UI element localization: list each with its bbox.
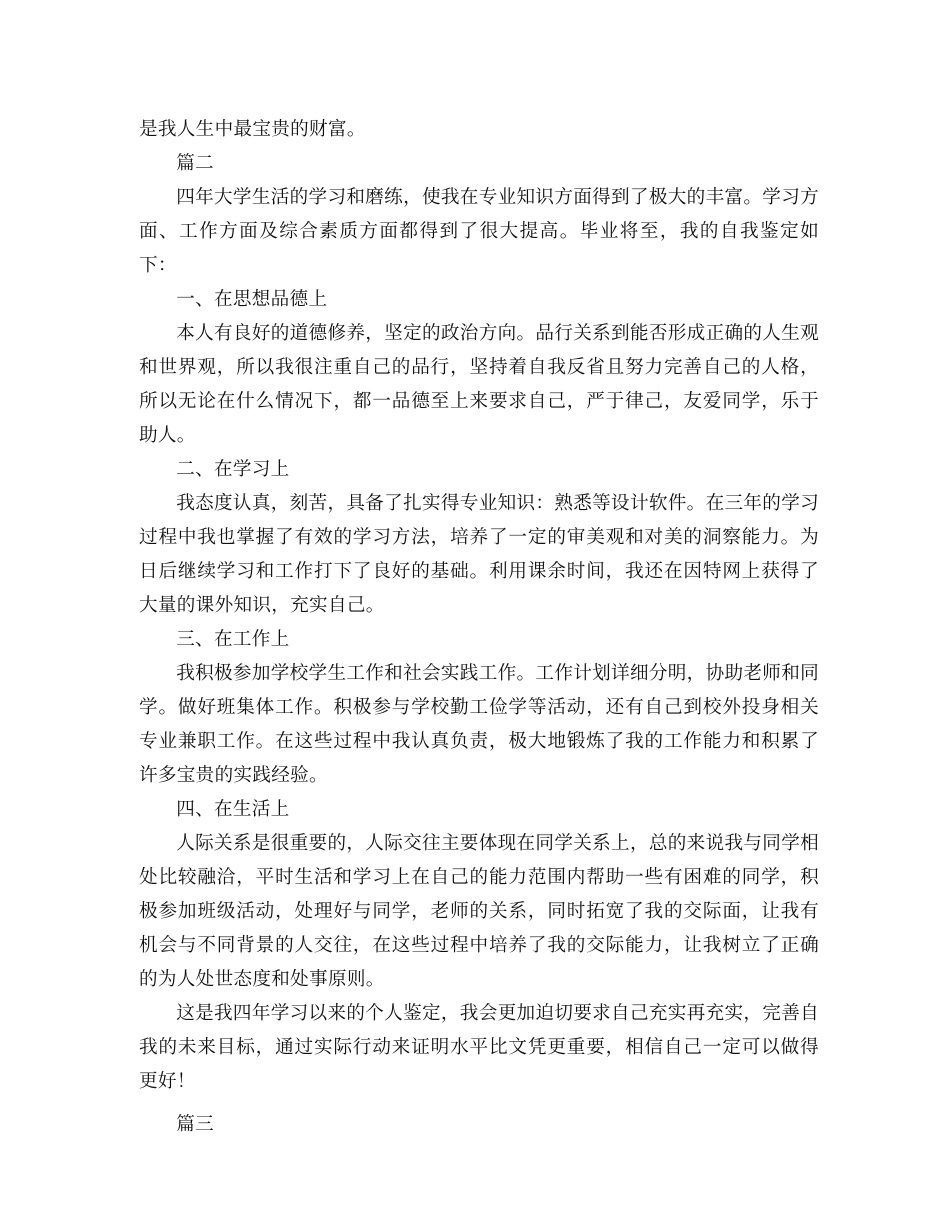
paragraph-conclusion: 这是我四年学习以来的个人鉴定，我会更加迫切要求自己充实再充实，完善自我的未来目标，通过实际行动来证明水平比文凭更重要，相信自己一定可以做得更好！ [139,1003,819,1092]
subheading-moral: 一、在思想品德上 [176,289,328,310]
paragraph-continuation: 是我人生中最宝贵的财富。 [139,119,366,140]
subheading-work: 三、在工作上 [176,629,290,650]
paragraph-gap [139,1099,819,1108]
section-heading-pian-san: 篇三 [176,1114,214,1135]
paragraph-moral: 本人有良好的道德修养，坚定的政治方向。品行关系到能否形成正确的人生观和世界观，所以我很注重自己的品行，坚持着自我反省且努力完善自己的人格，所以无论在什么情况下，都一品德至上来要求自己，严于律己，友爱同学，乐于助人。 [139,323,819,446]
paragraph-intro: 四年大学生活的学习和磨练，使我在专业知识方面得到了极大的丰富。学习方面、工作方面及综合素质方面都得到了很大提高。毕业将至，我的自我鉴定如下： [139,187,819,276]
paragraph-study: 我态度认真，刻苦，具备了扎实得专业知识：熟悉等设计软件。在三年的学习过程中我也掌握了有效的学习方法，培养了一定的审美观和对美的洞察能力。为日后继续学习和工作打下了良好的基础。利用课余时间，我还在因特网上获得了大量的课外知识，充实自己。 [139,493,819,616]
subheading-study: 二、在学习上 [176,459,290,480]
subheading-life: 四、在生活上 [176,799,290,820]
paragraph-work: 我积极参加学校学生工作和社会实践工作。工作计划详细分明，协助老师和同学。做好班集体工作。积极参与学校勤工俭学等活动，还有自己到校外投身相关专业兼职工作。在这些过程中我认真负责，极大地锻炼了我的工作能力和积累了许多宝贵的实践经验。 [139,663,819,786]
document-body [139,113,819,1142]
paragraph-life: 人际关系是很重要的，人际交往主要体现在同学关系上，总的来说我与同学相处比较融洽，平时生活和学习上在自己的能力范围内帮助一些有困难的同学，积极参加班级活动，处理好与同学，老师的关系，同时拓宽了我的交际面，让我有机会与不同背景的人交往，在这些过程中培养了我的交际能力，让我树立了正确的为人处世态度和处事原则。 [139,833,819,990]
section-heading-pian-er: 篇二 [176,153,214,174]
